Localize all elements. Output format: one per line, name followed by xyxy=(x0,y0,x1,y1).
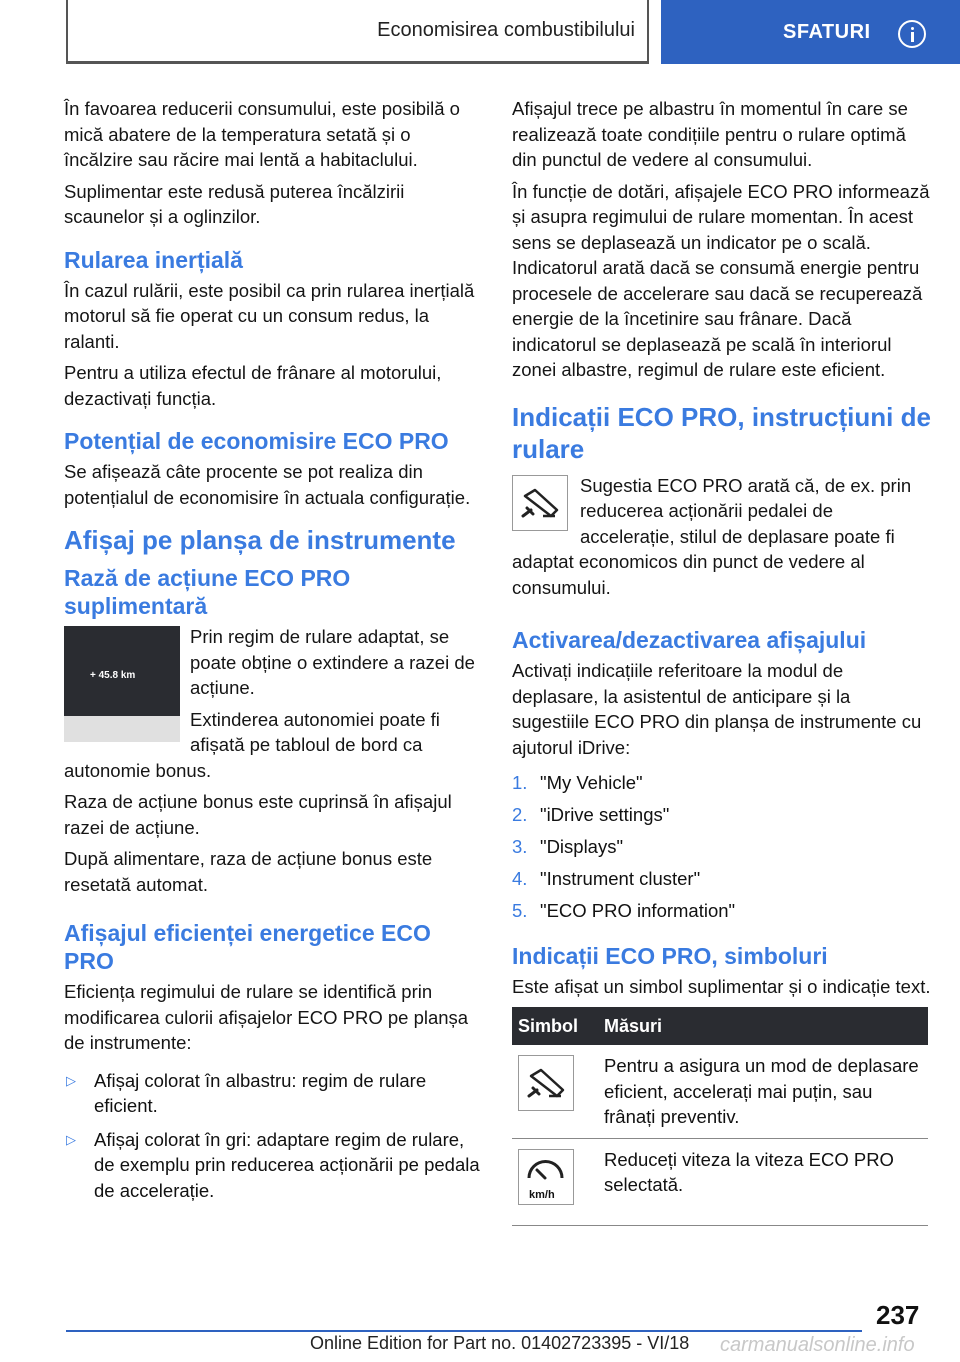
foot-pedal-icon xyxy=(512,475,568,531)
paragraph: În favoarea reducerii consumului, este posibilă o mică abatere de la temperatura setată și o încălzire sau răcire mai lentă a habitaclului. xyxy=(64,98,460,170)
step-item: 4. "Instrument cluster" xyxy=(512,868,701,889)
paragraph: Activați indicațiile referitoare la modul de deplasare, la asistentul de anticipare și la sugestiile ECO PRO din planșa de instrumente cu ajutorul iDrive: xyxy=(512,660,922,758)
paragraph: Afișajul trece pe albastru în momentul în care se realizează toate condițiile pentru o rulare optimă din punctul de vedere al consumului. xyxy=(512,98,908,170)
paragraph: Prin regim de rulare adaptat, se poate obține o extindere a razei de acțiune. xyxy=(190,626,475,698)
page-number: 237 xyxy=(876,1300,920,1330)
table-header-row xyxy=(512,1007,928,1045)
info-icon xyxy=(898,20,926,48)
column-header: Simbol xyxy=(512,1007,598,1045)
step-item: 5. "ECO PRO information" xyxy=(512,900,736,921)
list-item: ▷ Afișaj colorat în albastru: regim de rulare eficient. xyxy=(66,1069,427,1116)
paragraph: În funcție de dotări, afișajele ECO PRO informează și asupra regimului de rulare momentan. În acest sens se deplasează un indicator pe o scală. Indicatorul arată dacă se consumă energie pentru procesele de accelerare sau dacă se recuperează energie de la încetinire sau frânare. Dacă indicatorul se deplasează pe scală în interiorul zonei albastre, regimul de rulare este eficient. xyxy=(512,180,930,380)
triangle-bullet-icon: ▷ xyxy=(66,1072,76,1088)
symbols-table xyxy=(512,1007,928,1226)
range-display-image xyxy=(64,626,180,742)
table-cell xyxy=(512,1045,598,1138)
heading-bonus-range: Rază de acțiune ECO PRO suplimentară xyxy=(64,565,351,619)
chapter-tab-label: SFATURI xyxy=(783,20,871,43)
section-header xyxy=(66,0,649,64)
paragraph: Se afișează câte procente se pot realiza din potențialul de economisire în actuala configurație. xyxy=(64,461,471,508)
efficiency-list xyxy=(64,1068,482,1204)
image-caption-bar xyxy=(64,716,180,742)
foot-pedal-icon xyxy=(518,1055,574,1111)
section-title: Economisirea combustibilului xyxy=(377,19,635,41)
heading-symbols: Indicații ECO PRO, simboluri xyxy=(512,942,828,969)
paragraph: Extinderea autonomiei poate fi afișată pe tabloul de bord ca autonomie bonus. xyxy=(64,708,440,781)
table-row xyxy=(512,1045,928,1138)
heading-instrument-cluster: Afișaj pe planșa de instrumente xyxy=(64,525,456,555)
heading-coasting: Rularea inerțială xyxy=(64,246,243,273)
footer-divider xyxy=(66,1330,862,1332)
paragraph: Eficiența regimului de rulare se identifică prin modificarea culorii afișajelor ECO PRO pe planșa de instrumente: xyxy=(64,981,469,1053)
step-item: 1. "My Vehicle" xyxy=(512,772,643,793)
heading-efficiency: Afișajul eficienței energetice ECO PRO xyxy=(64,920,431,974)
table-row xyxy=(512,1138,928,1225)
heading-toggle-display: Activarea/dezactivarea afișajului xyxy=(512,627,867,653)
speed-unit-label: km/h xyxy=(529,1188,555,1201)
heading-driving-tips: Indicații ECO PRO, instrucțiuni de rulare xyxy=(512,401,931,464)
triangle-bullet-icon: ▷ xyxy=(66,1131,76,1147)
settings-steps xyxy=(512,770,932,924)
edition-text: Online Edition for Part no. 01402723395 - VI/18 xyxy=(310,1333,690,1353)
tips-block xyxy=(512,473,932,601)
table-cell xyxy=(512,1138,598,1225)
paragraph: Pentru a utiliza efectul de frânare al motorului, dezactivați funcția. xyxy=(64,362,442,409)
step-item: 2. "iDrive settings" xyxy=(512,804,670,825)
column-header: Măsuri xyxy=(598,1007,928,1045)
left-column xyxy=(64,96,482,1211)
range-display-text: + 45.8 km xyxy=(90,670,136,681)
table-cell: Pentru a asigura un mod de deplasare eficient, accelerați mai puțin, sau frânați preventiv. xyxy=(598,1045,928,1138)
list-item: ▷ Afișaj colorat în gri: adaptare regim de rulare, de exemplu prin reducerea acționării pe pedala de accelerație. xyxy=(66,1128,480,1201)
page-header xyxy=(0,0,960,64)
paragraph: Sugestia ECO PRO arată că, de ex. prin reducerea acționării pedalei de accelerație, stilul de deplasare poate fi adaptat economicos din punct de vedere al consumului. xyxy=(512,474,912,598)
heading-savings-potential: Potențial de economisire ECO PRO xyxy=(64,428,449,454)
paragraph: În cazul rulării, este posibil ca prin rularea inerțială motorul să fie operat cu un consum redus, la ralanti. xyxy=(64,279,475,352)
step-item: 3. "Displays" xyxy=(512,836,624,857)
chapter-tab[interactable] xyxy=(661,0,960,64)
right-column xyxy=(512,96,932,1226)
speedometer-icon xyxy=(518,1149,574,1205)
paragraph: Suplimentar este redusă puterea încălzirii scaunelor și a oglinzilor. xyxy=(64,180,405,227)
paragraph: După alimentare, raza de acțiune bonus este resetată automat. xyxy=(64,848,433,895)
bonus-range-block xyxy=(64,624,482,783)
table-cell: Reduceți viteza la viteza ECO PRO selectată. xyxy=(598,1138,928,1225)
watermark: carmanualsonline.info xyxy=(720,1334,915,1356)
paragraph: Raza de acțiune bonus este cuprinsă în afișajul razei de acțiune. xyxy=(64,791,452,838)
paragraph: Este afișat un simbol suplimentar și o indicație text. xyxy=(512,975,931,997)
